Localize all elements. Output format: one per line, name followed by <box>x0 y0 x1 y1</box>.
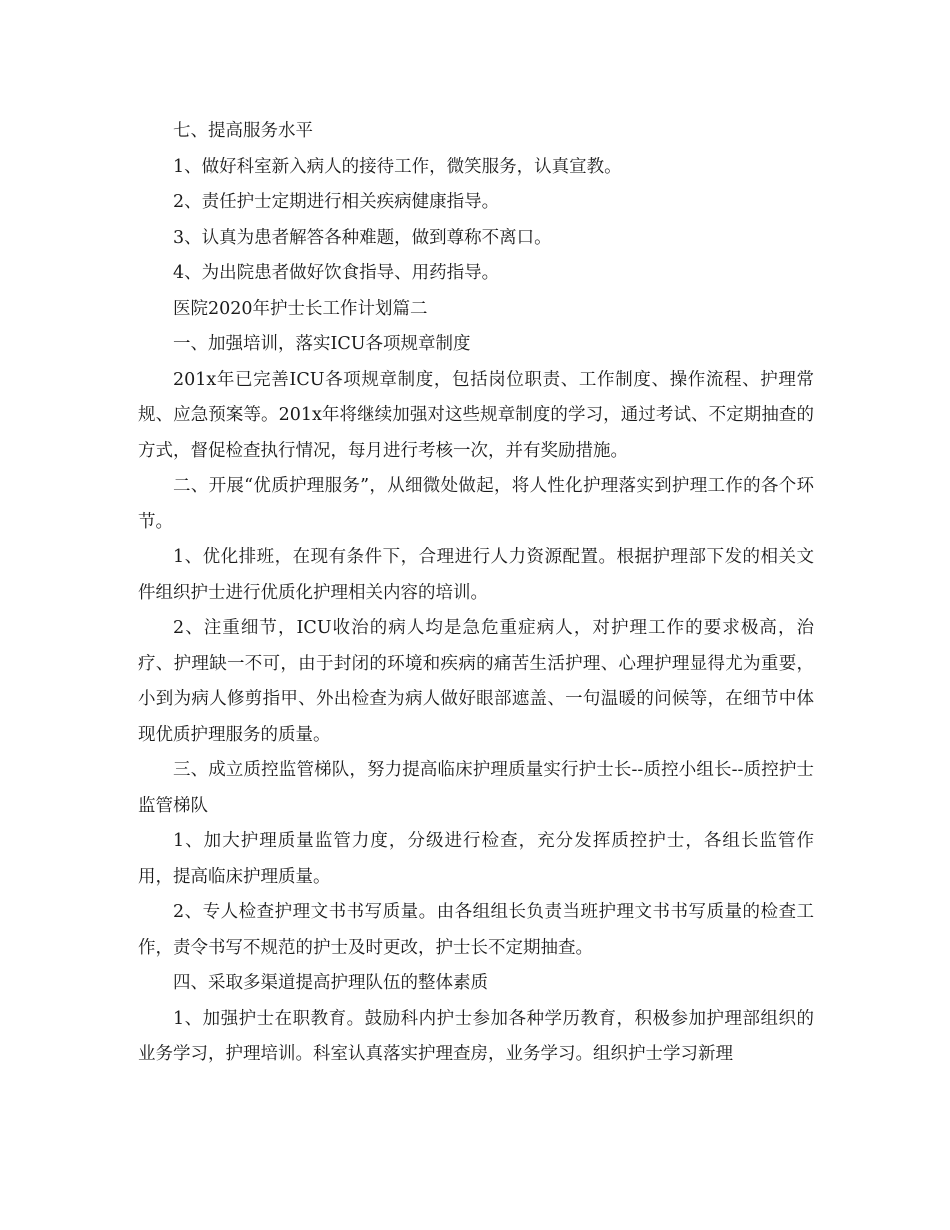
paragraph: 1、做好科室新入病人的接待工作，微笑服务，认真宣教。 <box>173 156 622 177</box>
paragraph: 4、为出院患者做好饮食指导、用药指导。 <box>173 263 500 283</box>
section-heading: 七、提高服务水平 <box>173 121 313 141</box>
section-heading: 二、开展“优质护理服务”，从细微处做起，将人性化护理落实到护理工作的各个环节。 <box>138 476 814 532</box>
paragraph: 1、优化排班，在现有条件下，合理进行人力资源配置。根据护理部下发的相关文件组织护士进行优质化护理相关内容的培训。 <box>138 547 814 603</box>
paragraph: 1、加强护士在职教育。鼓励科内护士参加各种学历教育，积极参加护理部组织的业务学习，护理培训。科室认真落实护理查房，业务学习。组织护士学习新理 <box>138 1008 814 1064</box>
paragraph: 3、认真为患者解答各种难题，做到尊称不离口。 <box>173 227 552 248</box>
paragraph: 2、注重细节，ICU收治的病人均是急危重症病人，对护理工作的要求极高，治疗、护理缺一不可，由于封闭的环境和疾病的痛苦生活护理、心理护理显得尤为重要，小到为病人修剪指甲、外出检查为病人做好眼部遮盖、一句温暖的问候等，在细节中体现优质护理服务的质量。 <box>138 618 814 745</box>
section-heading: 一、加强培训，落实ICU各项规章制度 <box>173 334 471 354</box>
paragraph: 2、责任护士定期进行相关疾病健康指导。 <box>173 192 500 212</box>
section-heading: 三、成立质控监管梯队，努力提高临床护理质量实行护士长--质控小组长--质控护士监管梯队 <box>138 760 814 816</box>
document-title: 医院2020年护士长工作计划篇二 <box>173 298 428 319</box>
paragraph: 2、专人检查护理文书书写质量。由各组组长负责当班护理文书书写质量的检查工作，责令书写不规范的护士及时更改，护士长不定期抽查。 <box>138 902 814 958</box>
section-heading: 四、采取多渠道提高护理队伍的整体素质 <box>173 973 488 993</box>
document-body <box>138 114 814 1073</box>
paragraph: 201x年已完善ICU各项规章制度，包括岗位职责、工作制度、操作流程、护理常规、应急预案等。201x年将继续加强对这些规章制度的学习，通过考试、不定期抽查的方式，督促检查执行情况，每月进行考核一次，并有奖励措施。 <box>138 369 814 461</box>
paragraph: 1、加大护理质量监管力度，分级进行检查，充分发挥质控护士，各组长监管作用，提高临床护理质量。 <box>138 831 814 887</box>
